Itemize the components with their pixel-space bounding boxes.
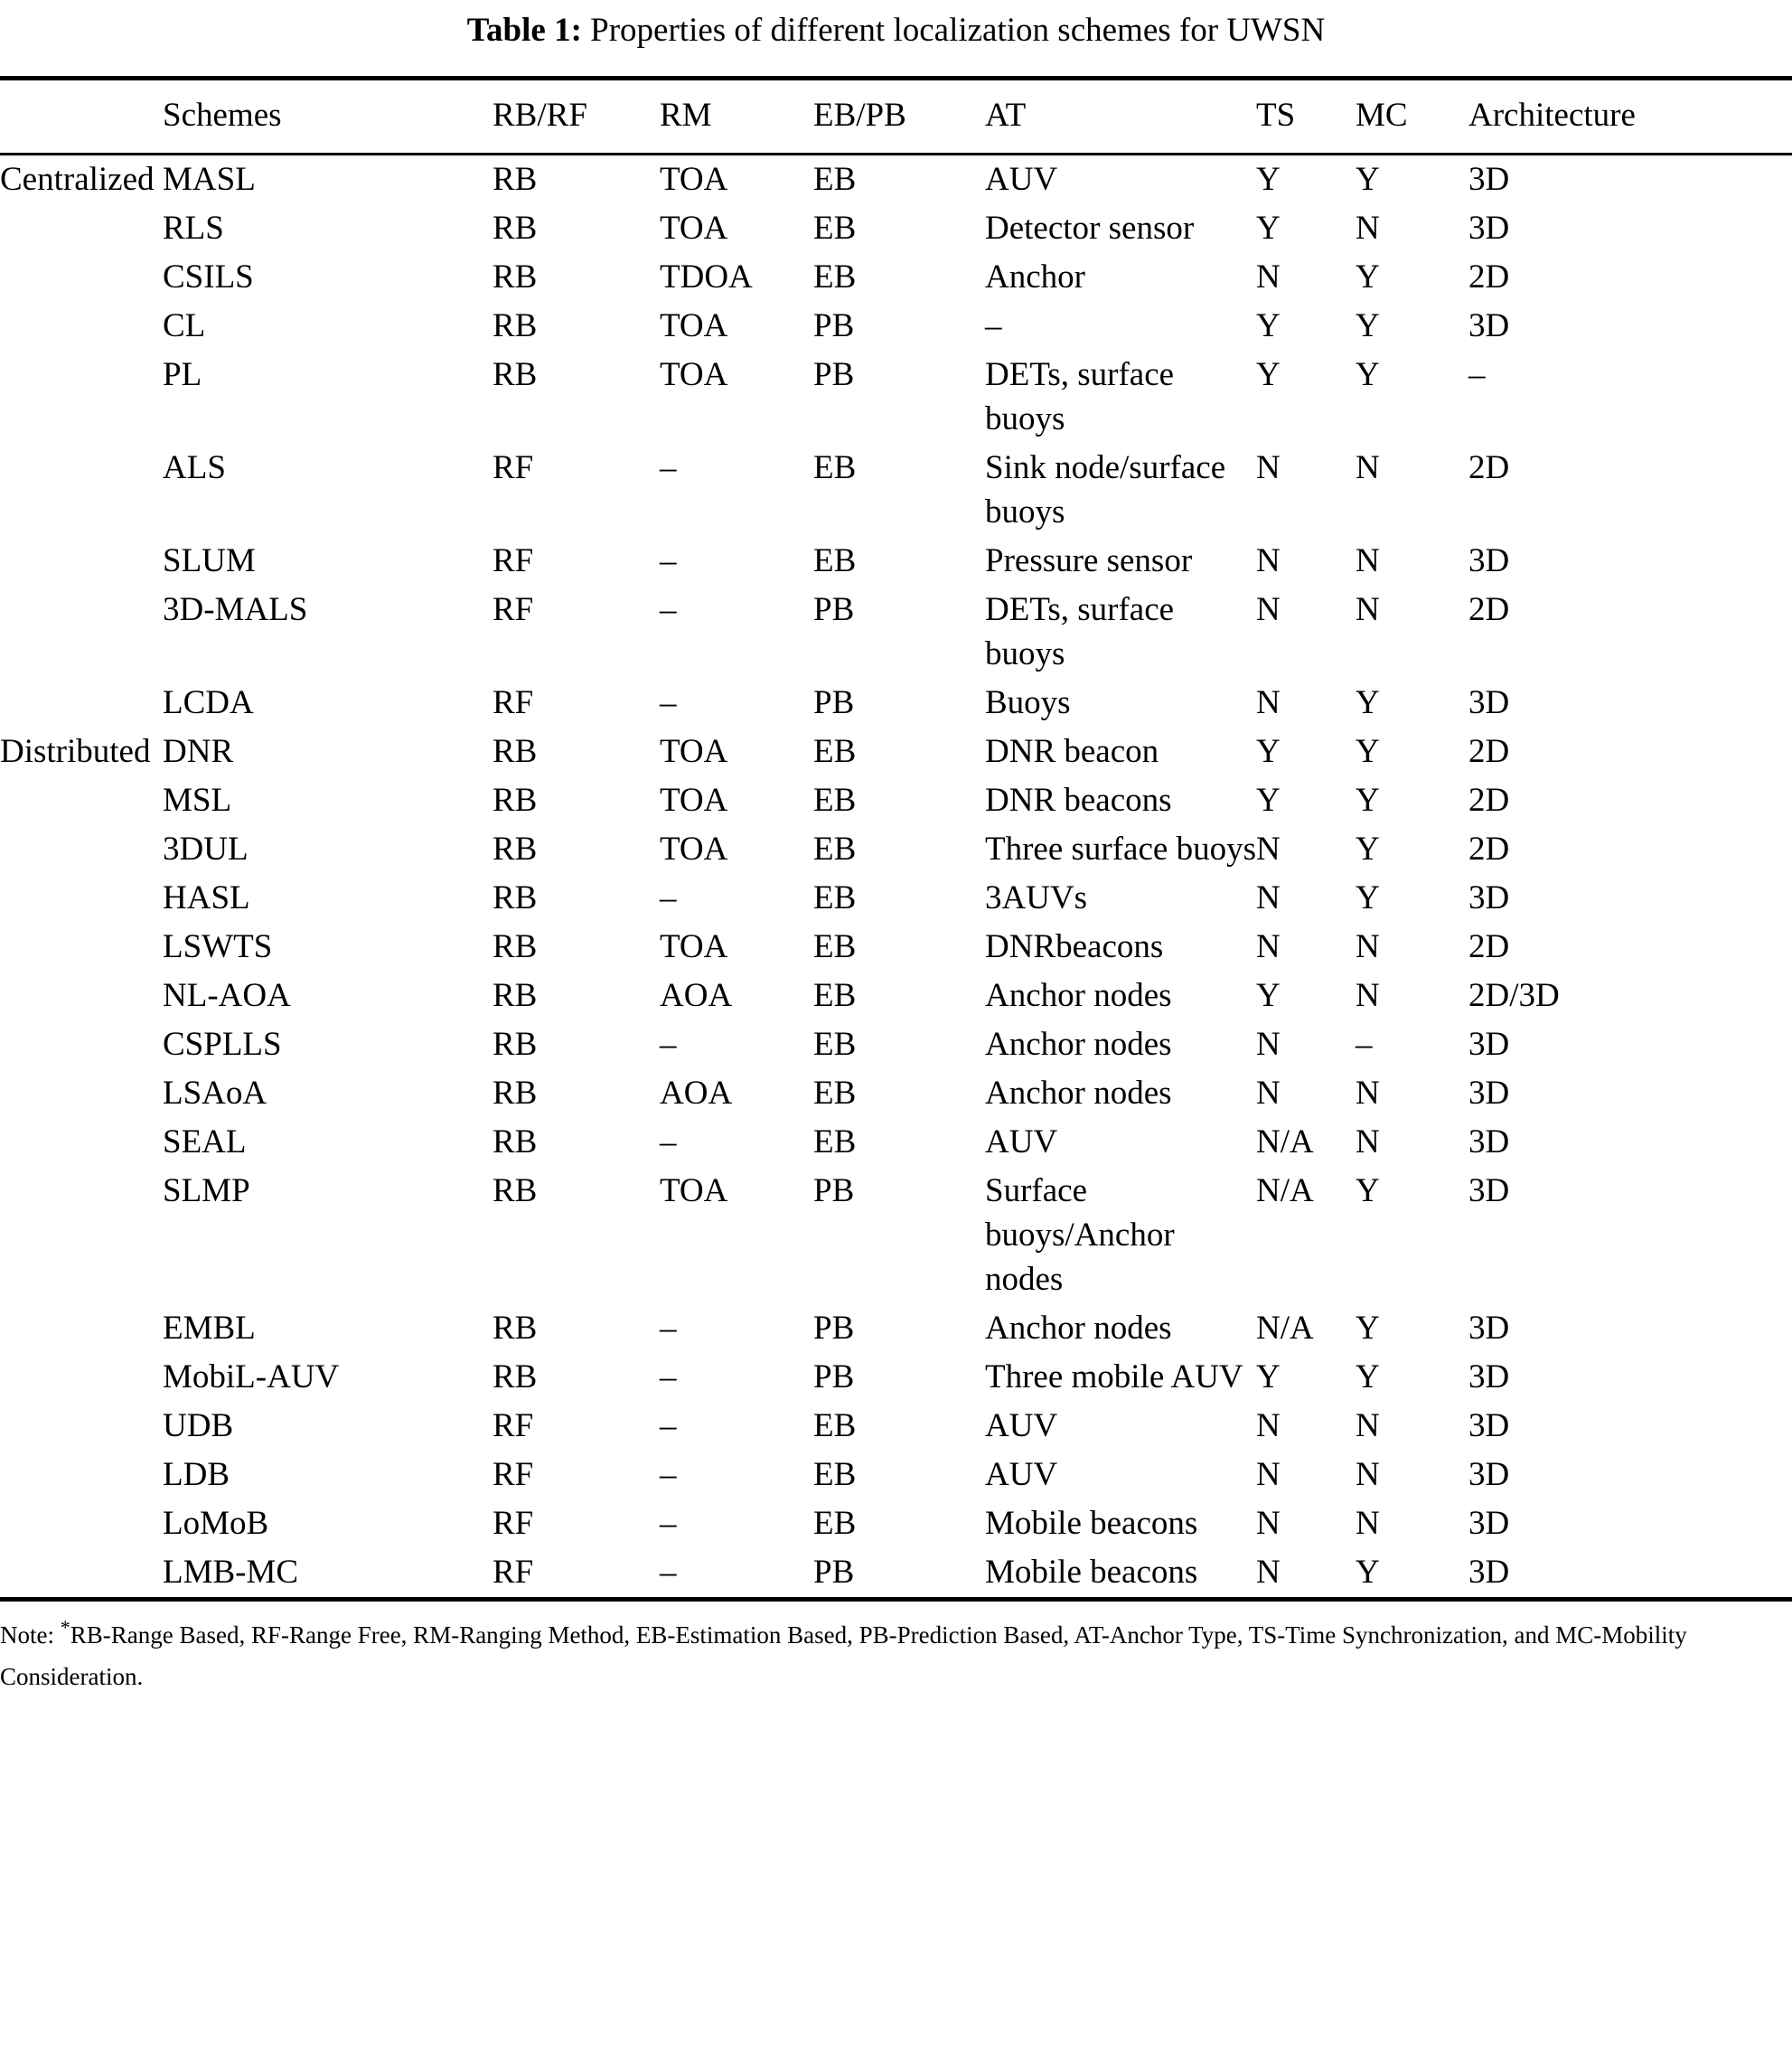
row-cell-rbrf: RB xyxy=(493,1123,538,1160)
row-cell-category xyxy=(0,1548,163,1597)
row-cell-ebpb: PB xyxy=(813,591,855,628)
table-row xyxy=(0,1499,1792,1548)
table-row xyxy=(0,1304,1792,1353)
row-cell-scheme: DNR xyxy=(163,733,234,770)
row-cell-rm: – xyxy=(660,879,677,916)
row-cell-architecture: 3D xyxy=(1468,307,1510,344)
row-cell-rm: TOA xyxy=(660,161,728,198)
caption-label: Table 1: xyxy=(466,12,582,49)
note-prefix: Note: xyxy=(0,1621,54,1649)
row-cell-mc: Y xyxy=(1356,356,1380,393)
row-cell-architecture: 2D xyxy=(1468,831,1510,868)
row-cell-architecture: 3D xyxy=(1468,210,1510,247)
table-row xyxy=(0,874,1792,923)
row-cell-scheme: MASL xyxy=(163,161,256,198)
table-row xyxy=(0,728,1792,776)
row-cell-at: Buoys xyxy=(985,684,1071,721)
row-cell-ts: N xyxy=(1256,1456,1281,1493)
row-cell-architecture: 2D xyxy=(1468,782,1510,819)
row-cell-rm: – xyxy=(660,1407,677,1444)
header-row xyxy=(0,79,1792,155)
row-cell-ebpb: EB xyxy=(813,1456,857,1493)
row-cell-ebpb: PB xyxy=(813,356,855,393)
row-cell-at: DNRbeacons xyxy=(985,928,1164,965)
row-cell-at: Anchor nodes xyxy=(985,1026,1172,1063)
row-cell-mc: N xyxy=(1356,449,1380,486)
table-row xyxy=(0,302,1792,351)
row-cell-rm: TOA xyxy=(660,733,728,770)
row-cell-architecture: 3D xyxy=(1468,161,1510,198)
row-cell-ts: Y xyxy=(1256,1358,1281,1395)
row-cell-scheme: CSILS xyxy=(163,258,254,296)
row-cell-category xyxy=(0,586,163,679)
row-cell-rm: TOA xyxy=(660,356,728,393)
row-cell-scheme: LMB-MC xyxy=(163,1554,299,1591)
row-cell-rm: TOA xyxy=(660,307,728,344)
row-cell-at: Mobile beacons xyxy=(985,1505,1198,1542)
row-cell-category xyxy=(0,204,163,253)
row-cell-mc: N xyxy=(1356,1075,1380,1112)
row-cell-scheme: LoMoB xyxy=(163,1505,269,1542)
row-cell-scheme: SLUM xyxy=(163,542,256,579)
column-header-rbrf: RB/RF xyxy=(493,97,587,134)
row-cell-mc: N xyxy=(1356,1456,1380,1493)
row-cell-mc: N xyxy=(1356,542,1380,579)
column-header-ts: TS xyxy=(1256,97,1296,134)
table-row xyxy=(0,1402,1792,1451)
table-row xyxy=(0,586,1792,679)
row-cell-category xyxy=(0,1167,163,1304)
row-cell-rm: AOA xyxy=(660,977,733,1014)
row-cell-ebpb: EB xyxy=(813,782,857,819)
row-cell-ebpb: PB xyxy=(813,1310,855,1347)
row-cell-category xyxy=(0,537,163,586)
row-cell-rbrf: RB xyxy=(493,1310,538,1347)
row-cell-rbrf: RB xyxy=(493,258,538,296)
row-cell-category xyxy=(0,1020,163,1069)
row-cell-architecture: 3D xyxy=(1468,1456,1510,1493)
row-cell-at: Pressure sensor xyxy=(985,542,1193,579)
row-cell-at: Detector sensor xyxy=(985,210,1195,247)
row-cell-mc: Y xyxy=(1356,684,1380,721)
row-cell-architecture: 3D xyxy=(1468,1026,1510,1063)
row-cell-mc: Y xyxy=(1356,307,1380,344)
row-cell-architecture: 3D xyxy=(1468,684,1510,721)
row-cell-rbrf: RB xyxy=(493,1075,538,1112)
row-cell-mc: Y xyxy=(1356,258,1380,296)
row-cell-mc: Y xyxy=(1356,1172,1380,1209)
row-cell-scheme: ALS xyxy=(163,449,226,486)
table-row xyxy=(0,1118,1792,1167)
row-cell-ts: N xyxy=(1256,928,1281,965)
row-cell-rbrf: RB xyxy=(493,782,538,819)
row-cell-rbrf: RF xyxy=(493,1456,534,1493)
row-cell-category xyxy=(0,1499,163,1548)
row-cell-rm: TOA xyxy=(660,1172,728,1209)
row-cell-ebpb: PB xyxy=(813,1172,855,1209)
row-cell-mc: Y xyxy=(1356,782,1380,819)
row-cell-at: – xyxy=(985,307,1002,344)
row-cell-ts: N xyxy=(1256,542,1281,579)
row-cell-category xyxy=(0,1304,163,1353)
row-cell-rm: TOA xyxy=(660,782,728,819)
row-cell-mc: Y xyxy=(1356,1554,1380,1591)
row-cell-rbrf: RB xyxy=(493,161,538,198)
row-cell-category xyxy=(0,444,163,537)
table-row xyxy=(0,1353,1792,1402)
row-cell-rbrf: RB xyxy=(493,1026,538,1063)
row-cell-category xyxy=(0,1402,163,1451)
row-cell-rm: – xyxy=(660,1123,677,1160)
row-cell-rm: – xyxy=(660,684,677,721)
row-cell-category xyxy=(0,923,163,972)
table-row xyxy=(0,1020,1792,1069)
row-cell-architecture: 3D xyxy=(1468,1505,1510,1542)
table-note xyxy=(0,1602,1792,1697)
row-cell-rm: – xyxy=(660,542,677,579)
row-cell-rm: TOA xyxy=(660,928,728,965)
row-cell-ts: N xyxy=(1256,831,1281,868)
table-row xyxy=(0,537,1792,586)
column-header-mc: MC xyxy=(1356,97,1408,134)
row-cell-at: Anchor nodes xyxy=(985,977,1172,1014)
row-cell-ebpb: EB xyxy=(813,977,857,1014)
row-cell-mc: Y xyxy=(1356,161,1380,198)
row-cell-scheme: SEAL xyxy=(163,1123,247,1160)
row-cell-ebpb: EB xyxy=(813,449,857,486)
row-cell-scheme: MSL xyxy=(163,782,232,819)
column-header-schemes: Schemes xyxy=(163,97,282,134)
row-cell-ts: Y xyxy=(1256,356,1281,393)
row-cell-at: Surface buoys/Anchor nodes xyxy=(985,1172,1175,1298)
row-cell-at: AUV xyxy=(985,1123,1058,1160)
row-cell-rm: – xyxy=(660,591,677,628)
table-body xyxy=(0,155,1792,1598)
row-cell-mc: Y xyxy=(1356,1358,1380,1395)
table-row xyxy=(0,776,1792,825)
row-cell-architecture: 3D xyxy=(1468,1075,1510,1112)
row-cell-architecture: 3D xyxy=(1468,1310,1510,1347)
row-cell-scheme: LSWTS xyxy=(163,928,273,965)
row-cell-rbrf: RB xyxy=(493,1358,538,1395)
row-cell-architecture: 3D xyxy=(1468,542,1510,579)
row-cell-rm: – xyxy=(660,1026,677,1063)
row-cell-ts: Y xyxy=(1256,210,1281,247)
row-cell-rbrf: RB xyxy=(493,928,538,965)
table-row xyxy=(0,444,1792,537)
row-cell-scheme: 3D-MALS xyxy=(163,591,308,628)
row-cell-rbrf: RB xyxy=(493,210,538,247)
row-cell-mc: N xyxy=(1356,977,1380,1014)
note-text: RB-Range Based, RF-Range Free, RM-Ranging Method, EB-Estimation Based, PB-Prediction Based, AT-Anchor Type, TS-Time Synchronization, and MC-Mobility Consideration. xyxy=(0,1621,1687,1690)
row-cell-rm: – xyxy=(660,449,677,486)
row-cell-ts: N xyxy=(1256,1075,1281,1112)
row-cell-ts: N xyxy=(1256,1026,1281,1063)
row-cell-at: AUV xyxy=(985,1407,1058,1444)
table-row xyxy=(0,1451,1792,1499)
row-cell-at: Anchor nodes xyxy=(985,1075,1172,1112)
row-cell-rm: – xyxy=(660,1310,677,1347)
row-cell-architecture: 3D xyxy=(1468,1123,1510,1160)
row-cell-architecture: 2D/3D xyxy=(1468,977,1560,1014)
table-row xyxy=(0,1069,1792,1118)
row-cell-category xyxy=(0,874,163,923)
row-cell-ebpb: EB xyxy=(813,1505,857,1542)
row-cell-rm: – xyxy=(660,1554,677,1591)
row-cell-ts: N/A xyxy=(1256,1123,1314,1160)
row-cell-ts: Y xyxy=(1256,307,1281,344)
row-cell-category xyxy=(0,679,163,728)
row-cell-category xyxy=(0,302,163,351)
row-cell-ebpb: EB xyxy=(813,1026,857,1063)
row-cell-ebpb: EB xyxy=(813,161,857,198)
row-cell-architecture: 2D xyxy=(1468,591,1510,628)
table-caption xyxy=(0,0,1792,76)
row-cell-architecture: 3D xyxy=(1468,1407,1510,1444)
row-cell-ebpb: EB xyxy=(813,258,857,296)
column-header-rm: RM xyxy=(660,97,712,134)
row-cell-rbrf: RF xyxy=(493,1505,534,1542)
row-cell-at: DETs, surface buoys xyxy=(985,356,1175,437)
table-row xyxy=(0,972,1792,1020)
row-cell-rm: TDOA xyxy=(660,258,753,296)
row-cell-ebpb: EB xyxy=(813,1075,857,1112)
row-cell-scheme: NL-AOA xyxy=(163,977,291,1014)
row-cell-ts: N xyxy=(1256,1407,1281,1444)
row-cell-at: DNR beacons xyxy=(985,782,1172,819)
row-cell-rbrf: RF xyxy=(493,591,534,628)
row-cell-scheme: MobiL-AUV xyxy=(163,1358,340,1395)
row-cell-rbrf: RB xyxy=(493,879,538,916)
row-cell-category: Centralized xyxy=(0,161,155,198)
row-cell-architecture: 2D xyxy=(1468,928,1510,965)
row-cell-category xyxy=(0,1451,163,1499)
caption-text: Properties of different localization schemes for UWSN xyxy=(590,12,1326,49)
row-cell-scheme: CL xyxy=(163,307,206,344)
row-cell-scheme: PL xyxy=(163,356,202,393)
column-header-ebpb: EB/PB xyxy=(813,97,906,134)
row-cell-mc: Y xyxy=(1356,831,1380,868)
row-cell-ebpb: EB xyxy=(813,1123,857,1160)
row-cell-mc: N xyxy=(1356,928,1380,965)
row-cell-rbrf: RB xyxy=(493,733,538,770)
row-cell-mc: N xyxy=(1356,1123,1380,1160)
row-cell-rm: – xyxy=(660,1456,677,1493)
row-cell-rbrf: RF xyxy=(493,449,534,486)
row-cell-rm: – xyxy=(660,1358,677,1395)
row-cell-ts: Y xyxy=(1256,733,1281,770)
row-cell-at: DNR beacon xyxy=(985,733,1159,770)
row-cell-category xyxy=(0,825,163,874)
row-cell-category xyxy=(0,776,163,825)
row-cell-scheme: SLMP xyxy=(163,1172,250,1209)
row-cell-rbrf: RB xyxy=(493,977,538,1014)
column-header-at: AT xyxy=(985,97,1027,134)
table-row xyxy=(0,825,1792,874)
row-cell-scheme: 3DUL xyxy=(163,831,249,868)
row-cell-ts: Y xyxy=(1256,161,1281,198)
table-row xyxy=(0,155,1792,205)
row-cell-ts: N xyxy=(1256,684,1281,721)
row-cell-ts: N/A xyxy=(1256,1310,1314,1347)
row-cell-ebpb: PB xyxy=(813,307,855,344)
row-cell-scheme: CSPLLS xyxy=(163,1026,282,1063)
row-cell-rm: – xyxy=(660,1505,677,1542)
row-cell-architecture: 2D xyxy=(1468,258,1510,296)
row-cell-ebpb: EB xyxy=(813,879,857,916)
row-cell-scheme: LCDA xyxy=(163,684,254,721)
row-cell-ts: N xyxy=(1256,879,1281,916)
row-cell-mc: N xyxy=(1356,591,1380,628)
row-cell-at: 3AUVs xyxy=(985,879,1088,916)
row-cell-ebpb: EB xyxy=(813,831,857,868)
table-row xyxy=(0,351,1792,444)
row-cell-ebpb: EB xyxy=(813,210,857,247)
row-cell-mc: Y xyxy=(1356,879,1380,916)
row-cell-rm: TOA xyxy=(660,831,728,868)
table-row xyxy=(0,1167,1792,1304)
table-row xyxy=(0,253,1792,302)
row-cell-category xyxy=(0,253,163,302)
row-cell-at: DETs, surface buoys xyxy=(985,591,1175,672)
row-cell-rbrf: RB xyxy=(493,831,538,868)
row-cell-rbrf: RB xyxy=(493,1172,538,1209)
note-marker: * xyxy=(60,1616,70,1639)
row-cell-at: AUV xyxy=(985,1456,1058,1493)
row-cell-scheme: HASL xyxy=(163,879,250,916)
row-cell-ebpb: EB xyxy=(813,1407,857,1444)
row-cell-ebpb: EB xyxy=(813,733,857,770)
row-cell-at: AUV xyxy=(985,161,1058,198)
row-cell-category xyxy=(0,351,163,444)
row-cell-category xyxy=(0,1118,163,1167)
row-cell-rbrf: RF xyxy=(493,1554,534,1591)
row-cell-ebpb: PB xyxy=(813,1358,855,1395)
row-cell-ebpb: PB xyxy=(813,1554,855,1591)
column-header-architecture: Architecture xyxy=(1468,97,1636,134)
row-cell-rm: TOA xyxy=(660,210,728,247)
row-cell-ts: N xyxy=(1256,449,1281,486)
row-cell-scheme: LDB xyxy=(163,1456,230,1493)
row-cell-rbrf: RF xyxy=(493,684,534,721)
row-cell-architecture: 2D xyxy=(1468,733,1510,770)
row-cell-scheme: UDB xyxy=(163,1407,234,1444)
row-cell-ts: N xyxy=(1256,1554,1281,1591)
row-cell-rbrf: RB xyxy=(493,307,538,344)
properties-table xyxy=(0,76,1792,1597)
row-cell-ts: Y xyxy=(1256,977,1281,1014)
row-cell-ts: N xyxy=(1256,258,1281,296)
row-cell-category xyxy=(0,972,163,1020)
row-cell-mc: N xyxy=(1356,1407,1380,1444)
row-cell-ts: N xyxy=(1256,1505,1281,1542)
row-cell-category xyxy=(0,1069,163,1118)
row-cell-mc: Y xyxy=(1356,733,1380,770)
row-cell-scheme: LSAoA xyxy=(163,1075,267,1112)
table-head xyxy=(0,79,1792,155)
row-cell-at: Anchor nodes xyxy=(985,1310,1172,1347)
row-cell-ts: N xyxy=(1256,591,1281,628)
table-row xyxy=(0,679,1792,728)
row-cell-architecture: 3D xyxy=(1468,1358,1510,1395)
table-row xyxy=(0,1548,1792,1597)
row-cell-ts: N/A xyxy=(1256,1172,1314,1209)
row-cell-architecture: 3D xyxy=(1468,1172,1510,1209)
row-cell-at: Three surface buoys xyxy=(985,831,1256,868)
row-cell-ebpb: PB xyxy=(813,684,855,721)
column-header-category xyxy=(0,79,163,155)
row-cell-mc: – xyxy=(1356,1026,1373,1063)
row-cell-architecture: 3D xyxy=(1468,879,1510,916)
row-cell-at: Three mobile AUV xyxy=(985,1358,1243,1395)
row-cell-architecture: – xyxy=(1468,356,1486,393)
row-cell-ebpb: EB xyxy=(813,542,857,579)
row-cell-architecture: 2D xyxy=(1468,449,1510,486)
row-cell-scheme: EMBL xyxy=(163,1310,256,1347)
table-row xyxy=(0,923,1792,972)
row-cell-mc: N xyxy=(1356,210,1380,247)
row-cell-rbrf: RF xyxy=(493,1407,534,1444)
row-cell-rm: AOA xyxy=(660,1075,733,1112)
row-cell-rbrf: RF xyxy=(493,542,534,579)
row-cell-category: Distributed xyxy=(0,733,151,770)
row-cell-at: Anchor xyxy=(985,258,1085,296)
row-cell-scheme: RLS xyxy=(163,210,224,247)
row-cell-ts: Y xyxy=(1256,782,1281,819)
row-cell-mc: Y xyxy=(1356,1310,1380,1347)
row-cell-mc: N xyxy=(1356,1505,1380,1542)
row-cell-rbrf: RB xyxy=(493,356,538,393)
row-cell-category xyxy=(0,1353,163,1402)
row-cell-at: Sink node/surface buoys xyxy=(985,449,1226,531)
row-cell-at: Mobile beacons xyxy=(985,1554,1198,1591)
row-cell-ebpb: EB xyxy=(813,928,857,965)
row-cell-architecture: 3D xyxy=(1468,1554,1510,1591)
table-row xyxy=(0,204,1792,253)
